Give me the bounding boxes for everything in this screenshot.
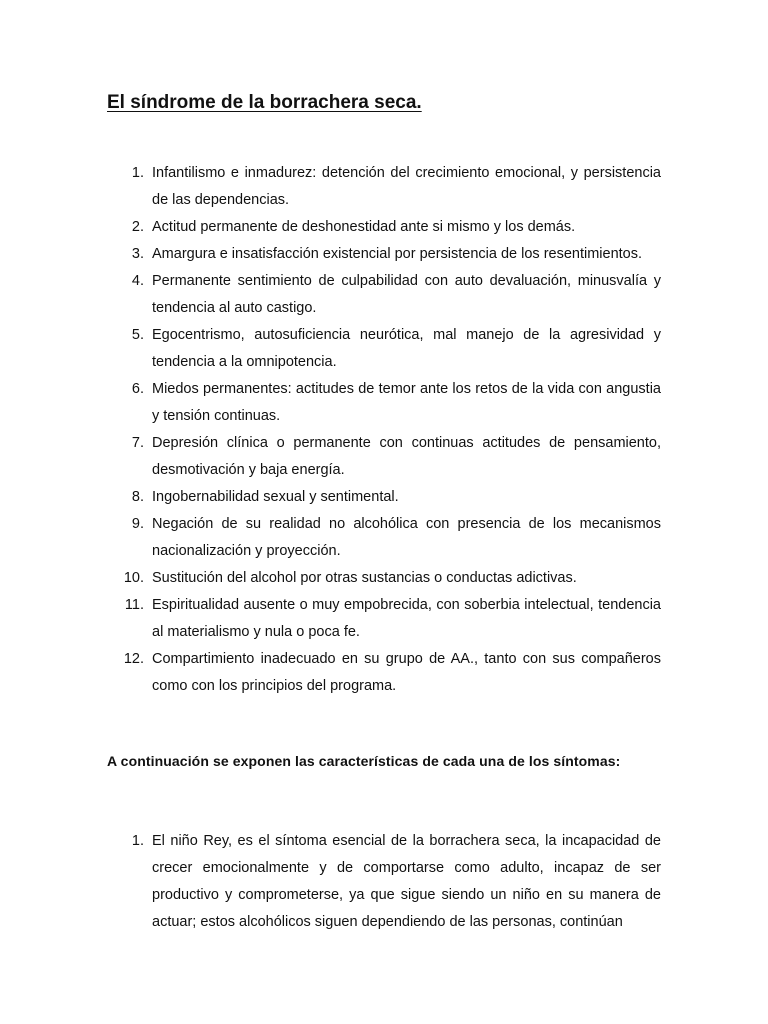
list-item-number: 3.: [131, 246, 144, 262]
list-item: [107, 376, 661, 430]
list-item-text: Actitud permanente de deshonestidad ante si mismo y los demás.: [152, 219, 576, 235]
list-item: [107, 160, 661, 214]
list-item: [107, 484, 661, 511]
list-item: [107, 646, 661, 700]
list-item: [107, 592, 661, 646]
list-item-number: 7.: [131, 435, 144, 451]
list-item-text: Negación de su realidad no alcohólica con presencia de los mecanismos nacionalización y proyección.: [152, 516, 661, 559]
list-item-text: Miedos permanentes: actitudes de temor ante los retos de la vida con angustia y tensión continuas.: [152, 381, 661, 424]
list-item-text: Sustitución del alcohol por otras sustancias o conductas adictivas.: [152, 570, 577, 586]
list-item: [107, 565, 661, 592]
list-item-text: Compartimiento inadecuado en su grupo de AA., tanto con sus compañeros como con los principios del programa.: [152, 651, 661, 694]
list-item-text: Espiritualidad ausente o muy empobrecida, con soberbia intelectual, tendencia al materialismo y nula o poca fe.: [152, 597, 661, 640]
list-item-text: Amargura e insatisfacción existencial por persistencia de los resentimientos.: [152, 246, 643, 262]
list-item: [107, 322, 661, 376]
list-item-number: 2.: [131, 219, 144, 235]
list-item: [107, 268, 661, 322]
list-item-number: 1.: [131, 165, 144, 181]
list-item-number: 6.: [131, 381, 144, 397]
details-list: [107, 828, 661, 936]
section-heading: A continuación se exponen las características de cada una de los síntomas:: [107, 753, 621, 769]
list-item: [107, 828, 661, 936]
list-item-number: 4.: [131, 273, 144, 289]
list-item-number: 8.: [131, 489, 144, 505]
list-item-number: 12.: [123, 651, 144, 667]
list-item-text: Depresión clínica o permanente con continuas actitudes de pensamiento, desmotivación y baja energía.: [152, 435, 661, 478]
list-item-number: 9.: [131, 516, 144, 532]
list-item-number: 11.: [124, 597, 144, 613]
list-item-text: Infantilismo e inmadurez: detención del crecimiento emocional, y persistencia de las dependencias.: [152, 165, 661, 208]
list-item-text: El niño Rey, es el síntoma esencial de la borrachera seca, la incapacidad de crecer emocionalmente y de comportarse como adulto, incapaz de ser productivo y comprometerse, ya que sigue siendo un niño en su manera de actuar; estos alcohólicos siguen dependiendo de las personas, continúan: [152, 833, 661, 930]
list-item-text: Ingobernabilidad sexual y sentimental.: [152, 489, 399, 505]
list-item-number: 5.: [131, 327, 144, 343]
list-item-text: Permanente sentimiento de culpabilidad con auto devaluación, minusvalía y tendencia al auto castigo.: [152, 273, 661, 316]
list-item: [107, 430, 661, 484]
list-item-number: 10.: [123, 570, 144, 586]
list-item: [107, 214, 661, 241]
document-title: El síndrome de la borrachera seca.: [107, 92, 422, 113]
list-item-number: 1.: [131, 833, 144, 849]
list-item-text: Egocentrismo, autosuficiencia neurótica, mal manejo de la agresividad y tendencia a la omnipotencia.: [152, 327, 661, 370]
list-item: [107, 511, 661, 565]
list-item: [107, 241, 661, 268]
symptom-list: [107, 160, 661, 700]
